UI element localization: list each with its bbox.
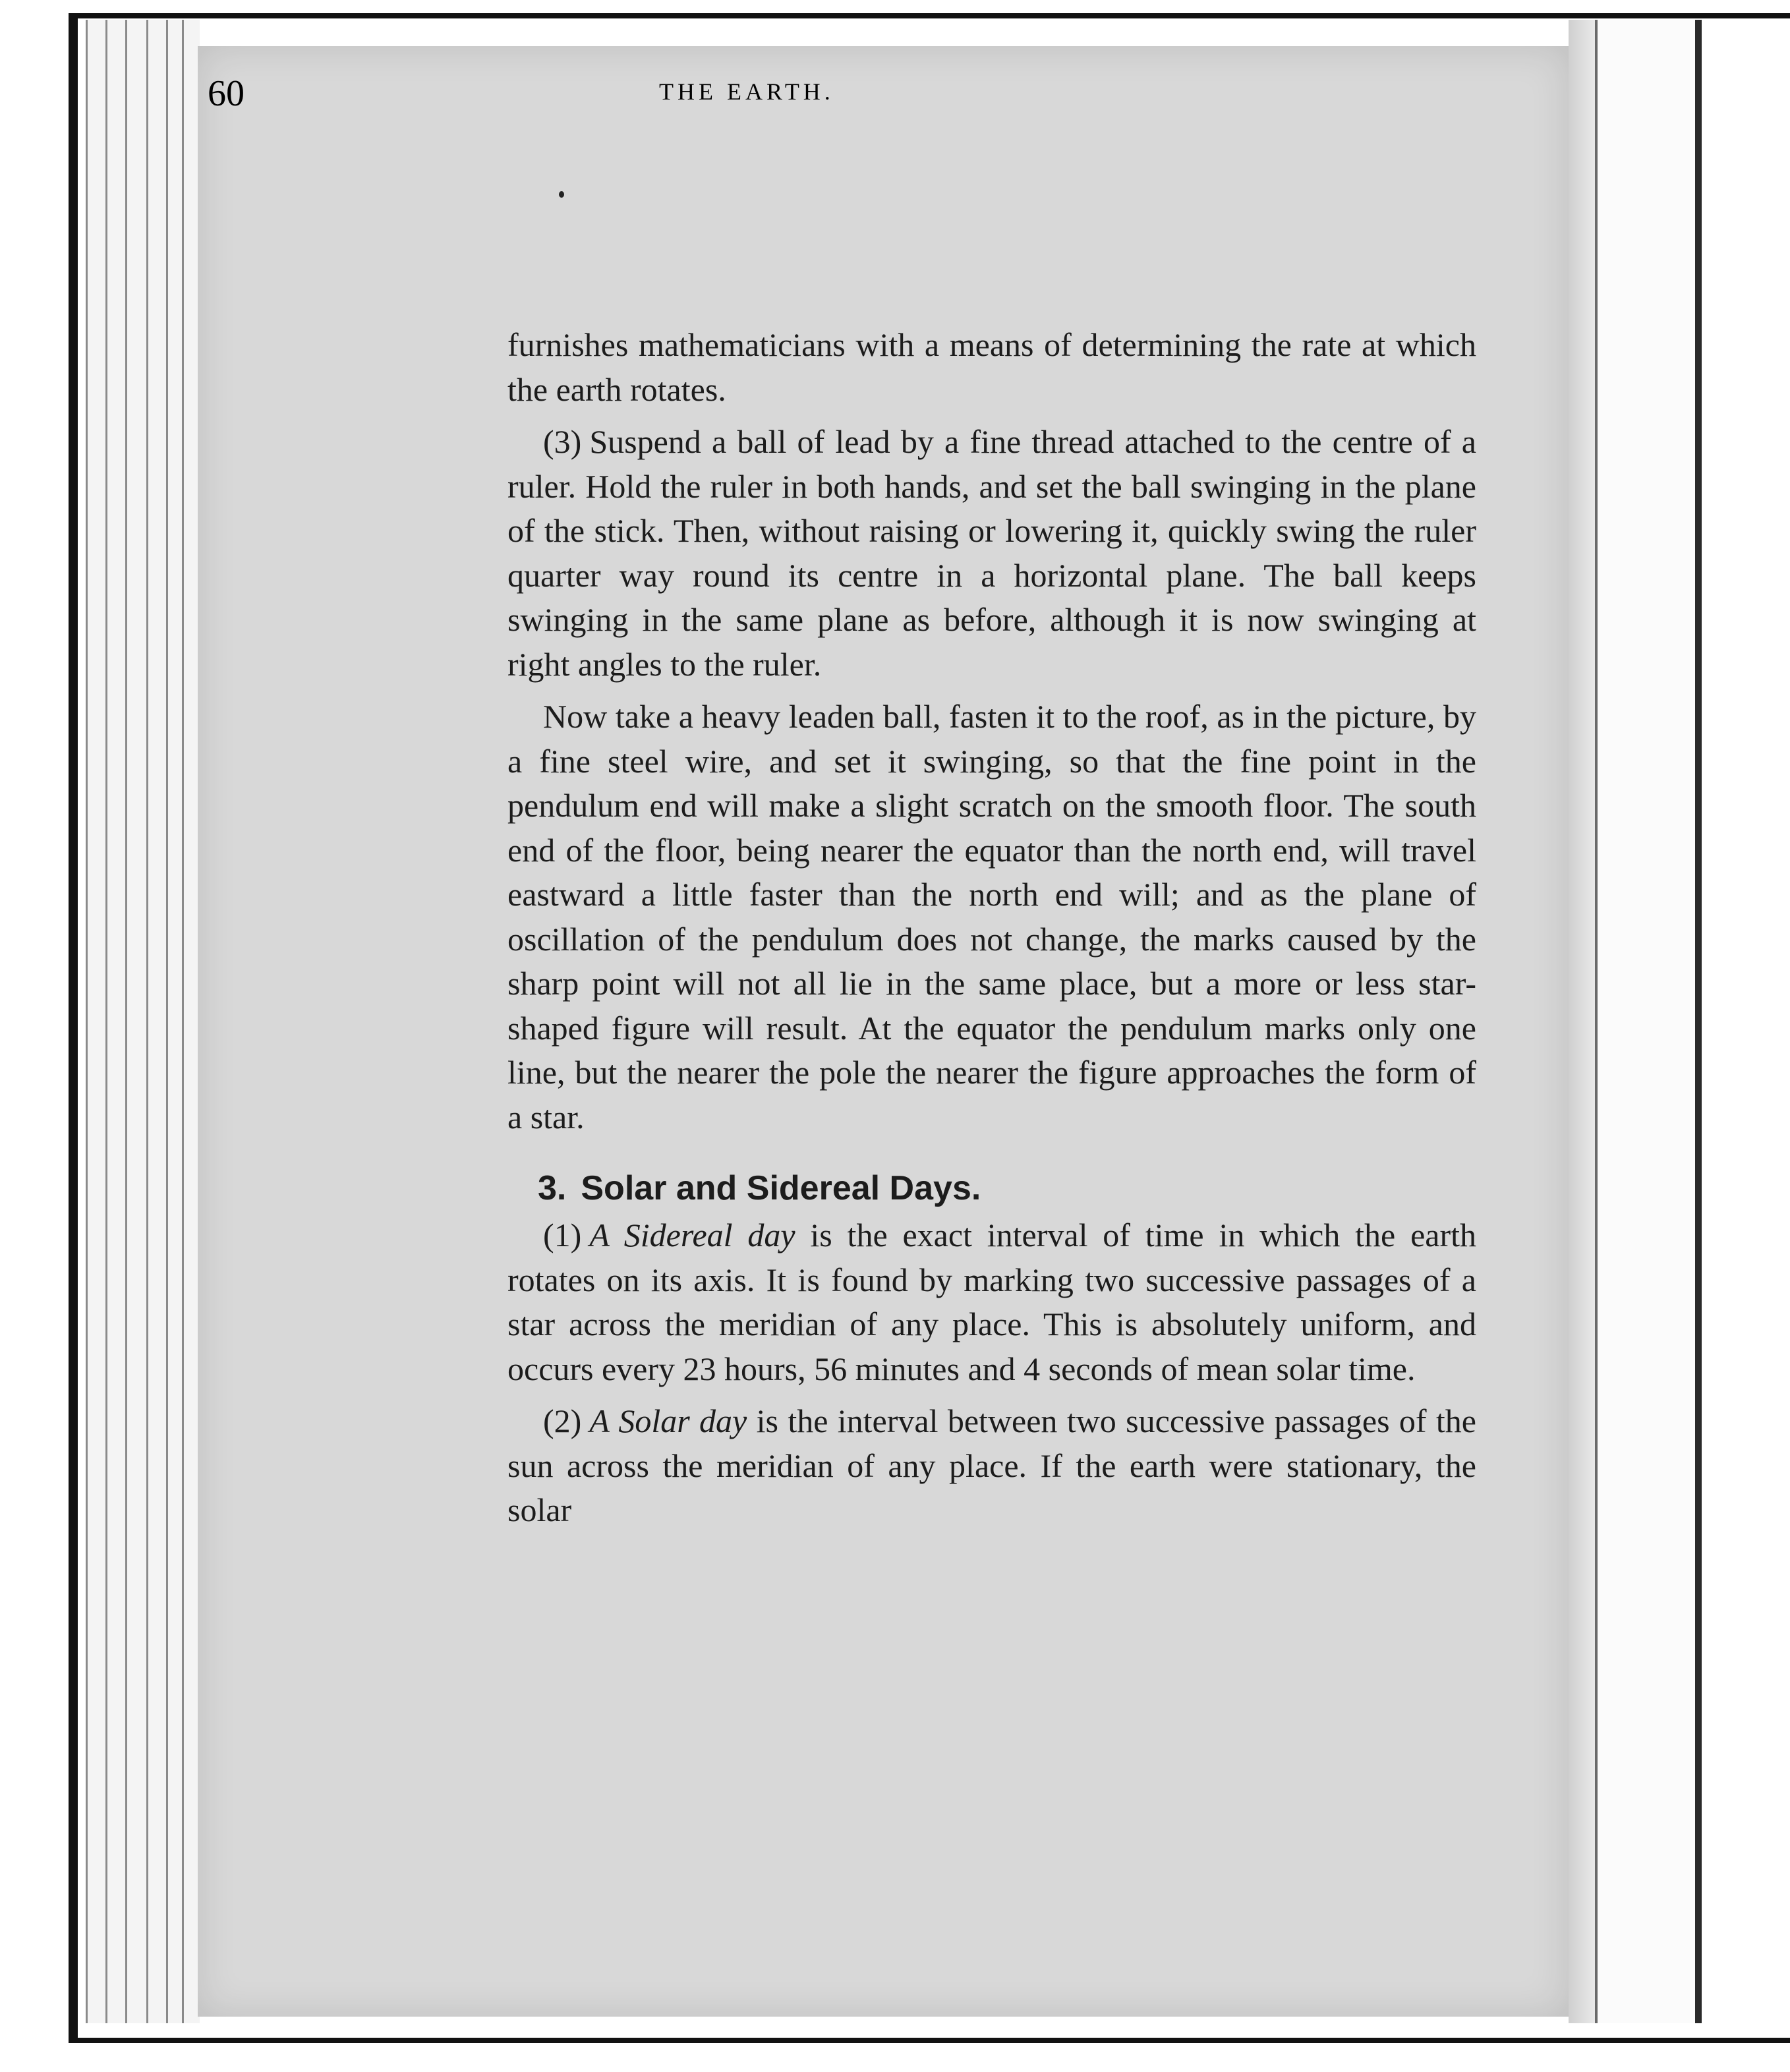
paragraph-solar-day <box>507 1399 1476 1533</box>
ink-dot <box>559 191 564 198</box>
defined-term: A Solar day <box>589 1402 747 1439</box>
page-number: 60 <box>208 73 245 114</box>
defined-term: A Sidereal day <box>589 1217 795 1253</box>
right-edge-border <box>1695 20 1702 2023</box>
paragraph-number: (3) <box>543 423 582 460</box>
paragraph-text: furnishes mathematicians with a means of determining the rate at which the earth rotates. <box>507 326 1476 408</box>
body-text <box>507 323 1476 1533</box>
paragraph-continuation <box>507 323 1476 412</box>
paragraph-number: (1) <box>543 1217 582 1253</box>
paragraph-number: (2) <box>543 1402 582 1439</box>
paragraph-text: Now take a heavy leaden ball, fasten it to the roof, as in the picture, by a fine steel wire, and set it swinging, so that the fine point in the pendulum end will make a slight scratch on the smooth floor. The south end of the floor, being nearer the equator than the north end, will travel eastward a little faster than the north end will; and as the plane of oscillation of the pendulum does not change, the marks caused by the sharp point will not all lie in the same place, but a more or less star-shaped figure will result. At the equator the pendulum marks only one line, but the nearer the pole the nearer the figure approaches the form of a star. <box>507 698 1476 1136</box>
paragraph-sidereal-day <box>507 1213 1476 1391</box>
section-title: Solar and Sidereal Days. <box>581 1169 981 1207</box>
frame-top-border <box>69 13 1790 18</box>
frame-left-border <box>69 13 78 2043</box>
section-heading <box>507 1167 1476 1209</box>
paragraph-pendulum <box>507 695 1476 1139</box>
running-title: THE EARTH. <box>659 78 834 105</box>
paragraph-experiment-3 <box>507 420 1476 687</box>
paragraph-text: Suspend a ball of lead by a fine thread attached to the centre of a ruler. Hold the ruler in both hands, and set the ball swinging in the plane of the stick. Then, without raising or lowering it, quickly swing the ruler quarter way round its centre in a horizontal plane. The ball keeps swinging in the same plane as before, although it is now swinging at right angles to the ruler. <box>507 423 1476 683</box>
paragraph-text: is the interval between two successive passages of the sun across the meridian of any place. If the earth were stationary, the solar <box>507 1402 1476 1528</box>
section-number: 3. <box>538 1169 567 1207</box>
frame-bottom-border <box>69 2038 1790 2043</box>
paragraph-text: is the exact interval of time in which the earth rotates on its axis. It is found by marking two successive passages of a star across the meridian of any place. This is absolutely uniform, and occurs every 23 hours, 56 minutes and 4 seconds of mean solar time. <box>507 1217 1476 1387</box>
facing-page <box>1595 20 1696 2023</box>
page-edge-6 <box>182 20 200 2023</box>
